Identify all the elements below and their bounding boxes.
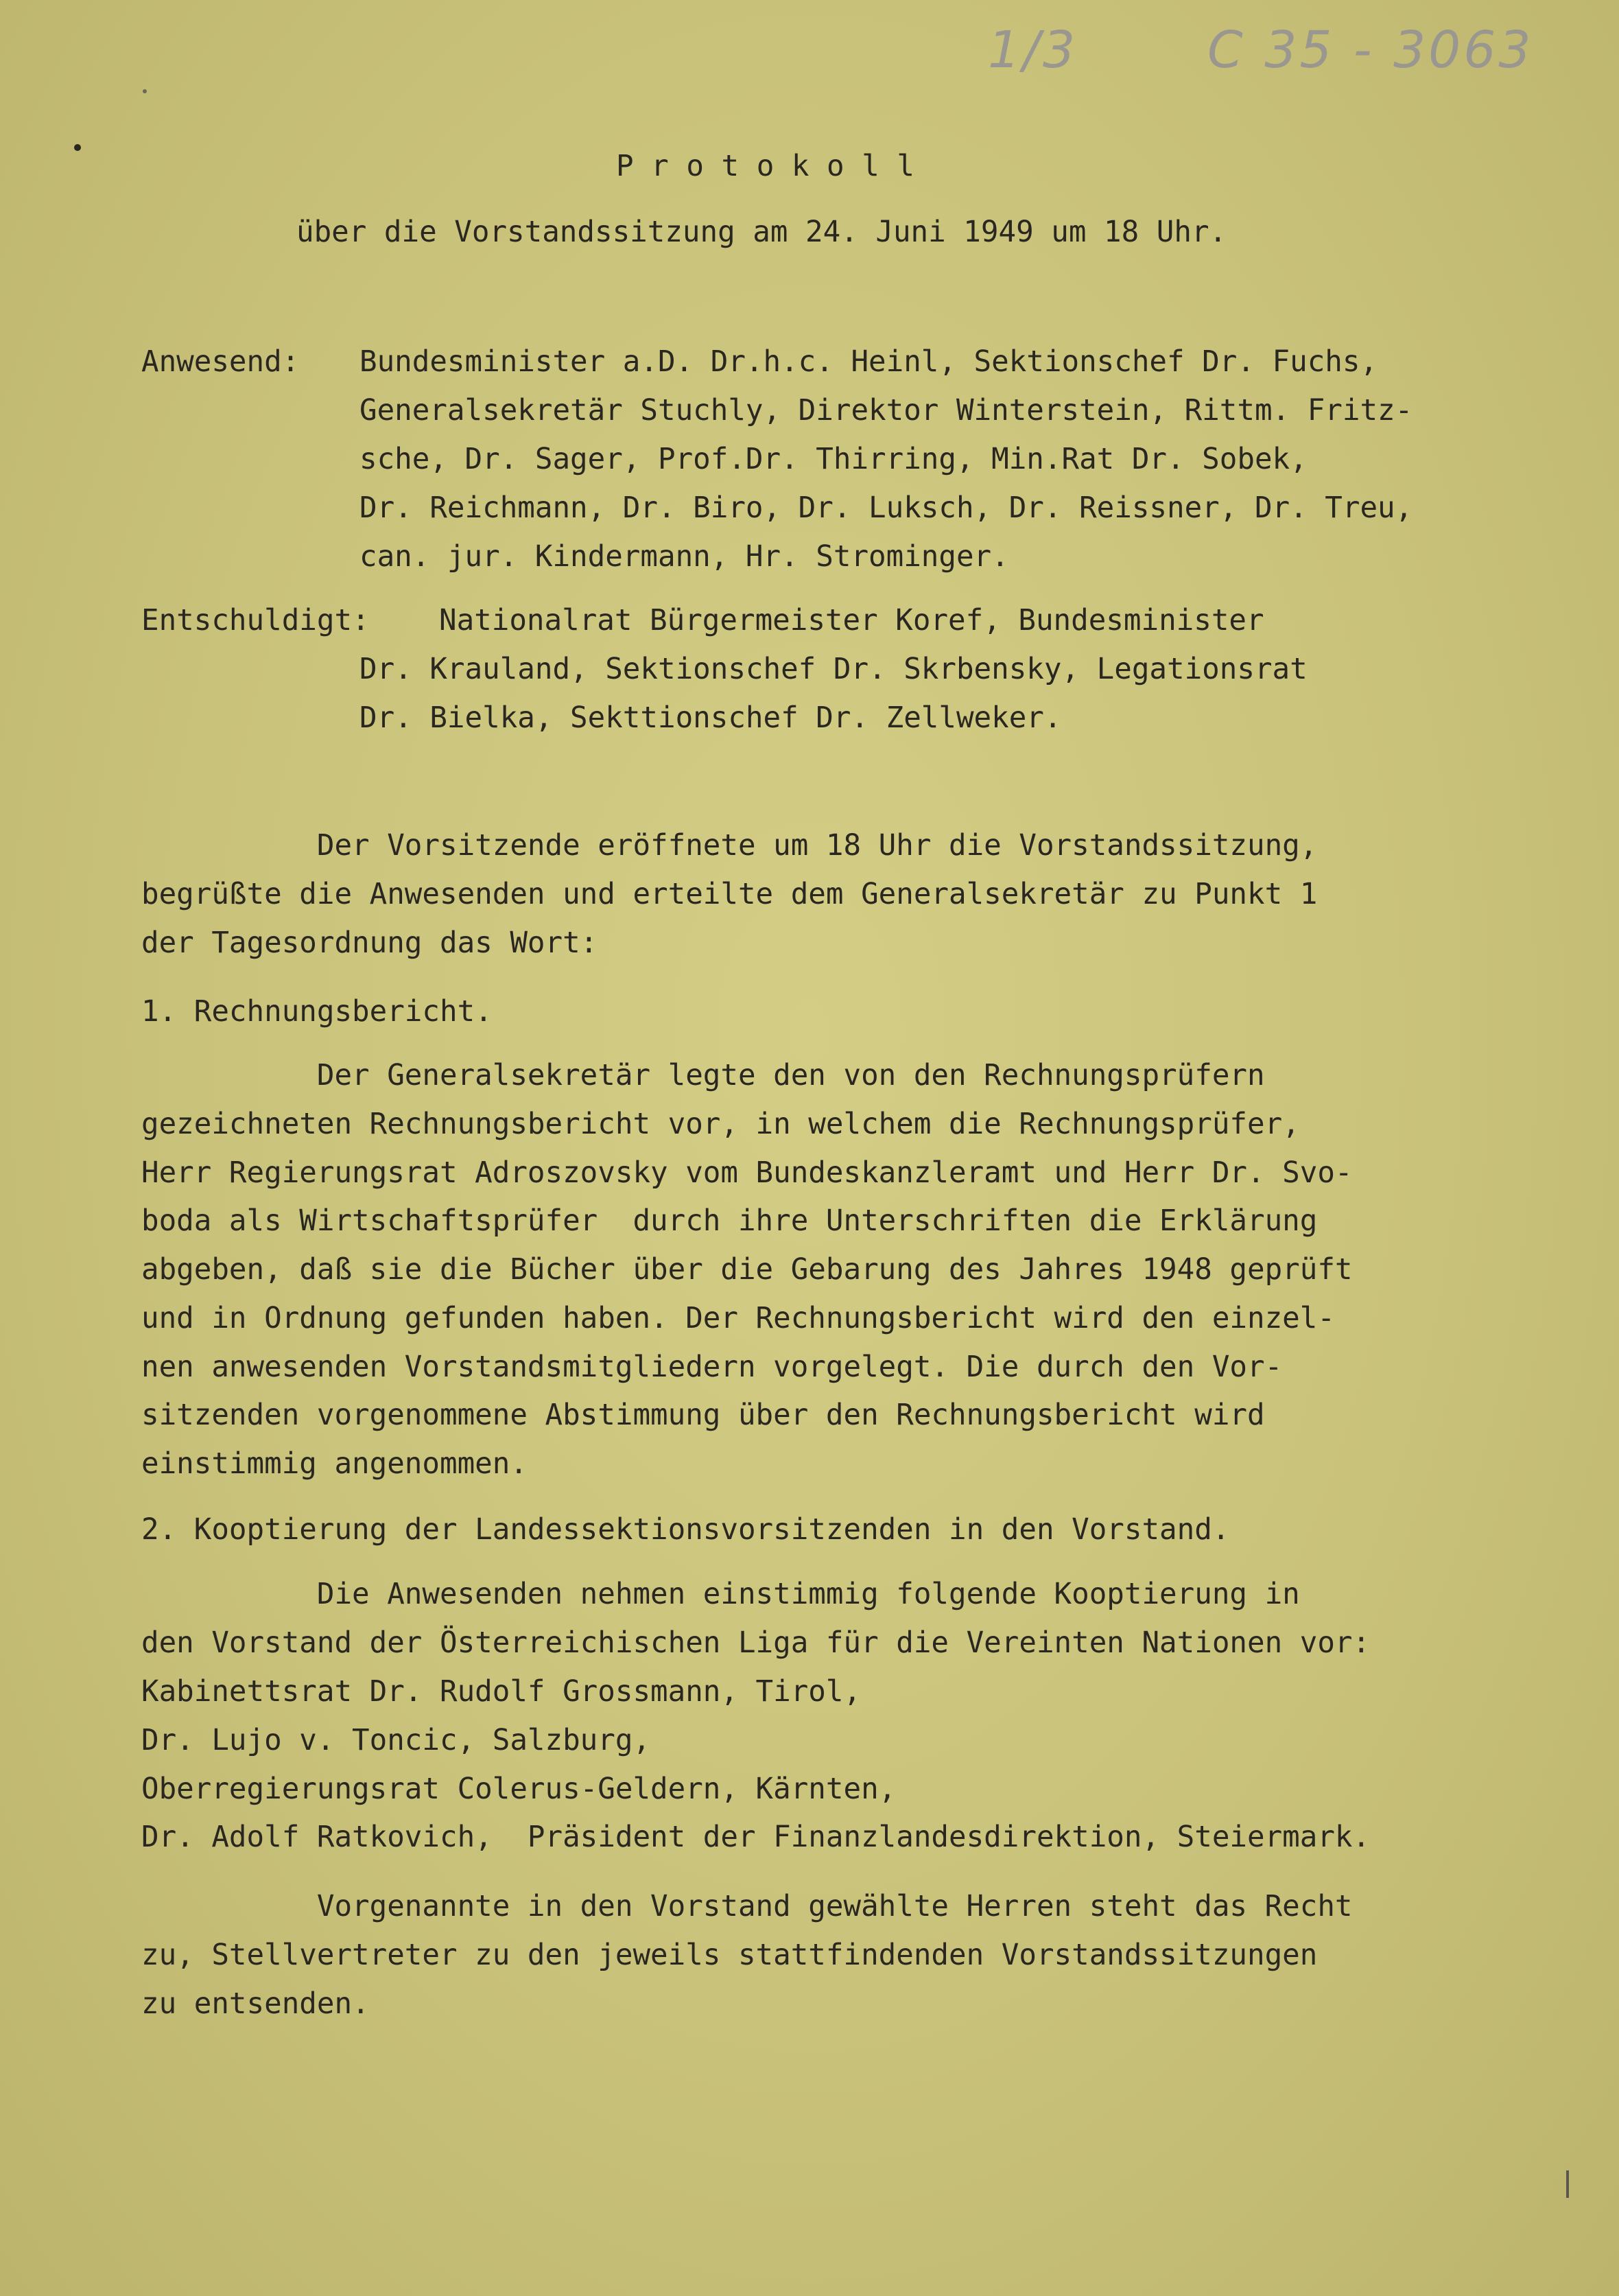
handwritten-reference-number: C 35 - 3063 (1207, 21, 1534, 80)
present-label: Anwesend: (141, 345, 300, 379)
present-line: Dr. Reichmann, Dr. Biro, Dr. Luksch, Dr. Reissner, Dr. Treu, (359, 491, 1413, 525)
body-line: Kabinettsrat Dr. Rudolf Grossmann, Tirol, (141, 1675, 862, 1709)
ink-speck (143, 89, 147, 93)
body-line: Oberregierungsrat Colerus-Geldern, Kärnten, (141, 1772, 897, 1806)
body-line: den Vorstand der Österreichischen Liga für die Vereinten Nationen vor: (141, 1626, 1371, 1660)
body-line: Dr. Adolf Ratkovich, Präsident der Finanzlandesdirektion, Steiermark. (141, 1820, 1371, 1854)
body-line: Die Anwesenden nehmen einstimmig folgende Kooptierung in (141, 1578, 1300, 1611)
body-line: und in Ordnung gefunden haben. Der Rechnungsbericht wird den einzel- (141, 1302, 1335, 1335)
body-line: nen anwesenden Vorstandsmitgliedern vorgelegt. Die durch den Vor- (141, 1350, 1283, 1384)
excused-line: Dr. Krauland, Sektionschef Dr. Skrbensky, Legationsrat (359, 653, 1308, 686)
body-line: gezeichneten Rechnungsbericht vor, in welchem die Rechnungsprüfer, (141, 1108, 1300, 1141)
body-line: Herr Regierungsrat Adroszovsky vom Bundeskanzleramt und Herr Dr. Svo- (141, 1156, 1353, 1190)
present-line: Bundesminister a.D. Dr.h.c. Heinl, Sektionschef Dr. Fuchs, (359, 345, 1378, 379)
body-line: zu, Stellvertreter zu den jeweils stattfindenden Vorstandssitzungen (141, 1938, 1318, 1972)
ink-speck (1566, 2170, 1569, 2198)
body-line: zu entsenden. (141, 1987, 370, 2021)
body-line: Dr. Lujo v. Toncic, Salzburg, (141, 1724, 651, 1757)
present-line: sche, Dr. Sager, Prof.Dr. Thirring, Min.Rat Dr. Sobek, (359, 443, 1308, 476)
present-line: can. jur. Kindermann, Hr. Strominger. (359, 540, 1009, 574)
document-title: P r o t o k o l l (616, 150, 914, 183)
body-line: Der Generalsekretär legte den von den Rechnungsprüfern (141, 1059, 1265, 1092)
body-line: begrüßte die Anwesenden und erteilte dem Generalsekretär zu Punkt 1 (141, 878, 1318, 911)
excused-line: Nationalrat Bürgermeister Koref, Bundesminister (439, 604, 1264, 637)
document-subtitle: über die Vorstandssitzung am 24. Juni 1949 um 18 Uhr. (296, 215, 1227, 249)
handwritten-page-number: 1/3 (988, 21, 1078, 80)
body-line: Vorgenannte in den Vorstand gewählte Herren steht das Recht (141, 1890, 1353, 1923)
body-line: einstimmig angenommen. (141, 1447, 528, 1481)
body-line: der Tagesordnung das Wort: (141, 926, 598, 960)
body-line: abgeben, daß sie die Bücher über die Gebarung des Jahres 1948 geprüft (141, 1253, 1353, 1287)
body-line: sitzenden vorgenommene Abstimmung über den Rechnungsbericht wird (141, 1398, 1265, 1432)
body-line: Der Vorsitzende eröffnete um 18 Uhr die Vorstandssitzung, (141, 829, 1318, 863)
section-heading: 2. Kooptierung der Landessektionsvorsitzenden in den Vorstand. (141, 1513, 1230, 1547)
excused-label: Entschuldigt: (141, 604, 370, 637)
present-line: Generalsekretär Stuchly, Direktor Winterstein, Rittm. Fritz- (359, 394, 1413, 427)
body-line: boda als Wirtschaftsprüfer durch ihre Unterschriften die Erklärung (141, 1204, 1318, 1238)
section-heading: 1. Rechnungsbericht. (141, 995, 493, 1029)
excused-line: Dr. Bielka, Sekttionschef Dr. Zellweker. (359, 701, 1062, 735)
ink-speck (74, 144, 81, 151)
